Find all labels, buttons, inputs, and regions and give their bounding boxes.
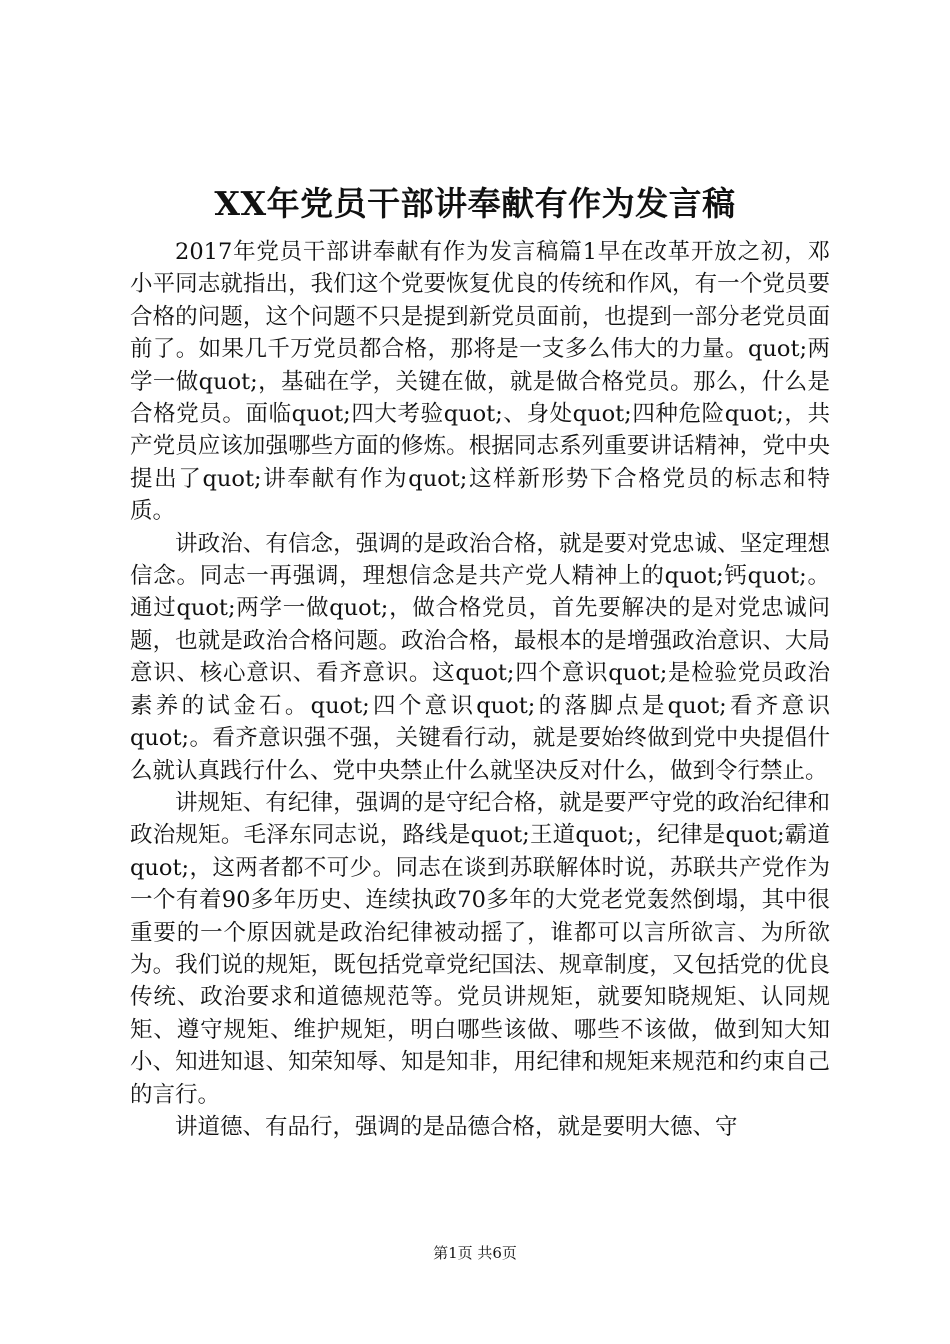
paragraph-2: 讲政治、有信念，强调的是政治合格，就是要对党忠诚、坚定理想信念。同志一再强调，理想信念是共产党人精神上的quot;钙quot;。通过quot;两学一做quot;，做合格党员，首先要解决的是对党忠诚问题，也就是政治合格问题。政治合格，最根本的是增强政治意识、大局意识、核心意识、看齐意识。这quot;四个意识quot;是检验党员政治素养的试金石。quot;四个意识quot;的落脚点是quot;看齐意识quot;。看齐意识强不强，关键看行动，就是要始终做到党中央提倡什么就认真践行什么、党中央禁止什么就坚决反对什么，做到令行禁止。 (130, 530, 830, 784)
page-number-footer: 第1页 共6页 (433, 1244, 517, 1262)
document-body (130, 236, 830, 1143)
paragraph-4: 讲道德、有品行，强调的是品德合格，就是要明大德、守 (175, 1113, 738, 1140)
paragraph-1: 2017年党员干部讲奉献有作为发言稿篇1早在改革开放之初，邓小平同志就指出，我们这个党要恢复优良的传统和作风，有一个党员要合格的问题，这个问题不只是提到新党员面前，也提到一部分老党员面前了。如果几千万党员都合格，那将是一支多么伟大的力量。quot;两学一做quot;，基础在学，关键在做，就是做合格党员。那么，什么是合格党员。面临quot;四大考验quot;、身处quot;四种危险quot;，共产党员应该加强哪些方面的修炼。根据同志系列重要讲话精神，党中央提出了quot;讲奉献有作为quot;这样新形势下合格党员的标志和特质。 (130, 239, 830, 525)
paragraph-3: 讲规矩、有纪律，强调的是守纪合格，就是要严守党的政治纪律和政治规矩。毛泽东同志说，路线是quot;王道quot;，纪律是quot;霸道quot;，这两者都不可少。同志在谈到苏联解体时说，苏联共产党作为一个有着90多年历史、连续执政70多年的大党老党轰然倒塌，其中很重要的一个原因就是政治纪律被动摇了，谁都可以言所欲言、为所欲为。我们说的规矩，既包括党章党纪国法、规章制度，又包括党的优良传统、政治要求和道德规范等。党员讲规矩，就要知晓规矩、认同规矩、遵守规矩、维护规矩，明白哪些该做、哪些不该做，做到知大知小、知进知退、知荣知辱、知是知非，用纪律和规矩来规范和约束自己的言行。 (130, 789, 830, 1108)
page-title: XX年党员干部讲奉献有作为发言稿 (214, 184, 736, 223)
